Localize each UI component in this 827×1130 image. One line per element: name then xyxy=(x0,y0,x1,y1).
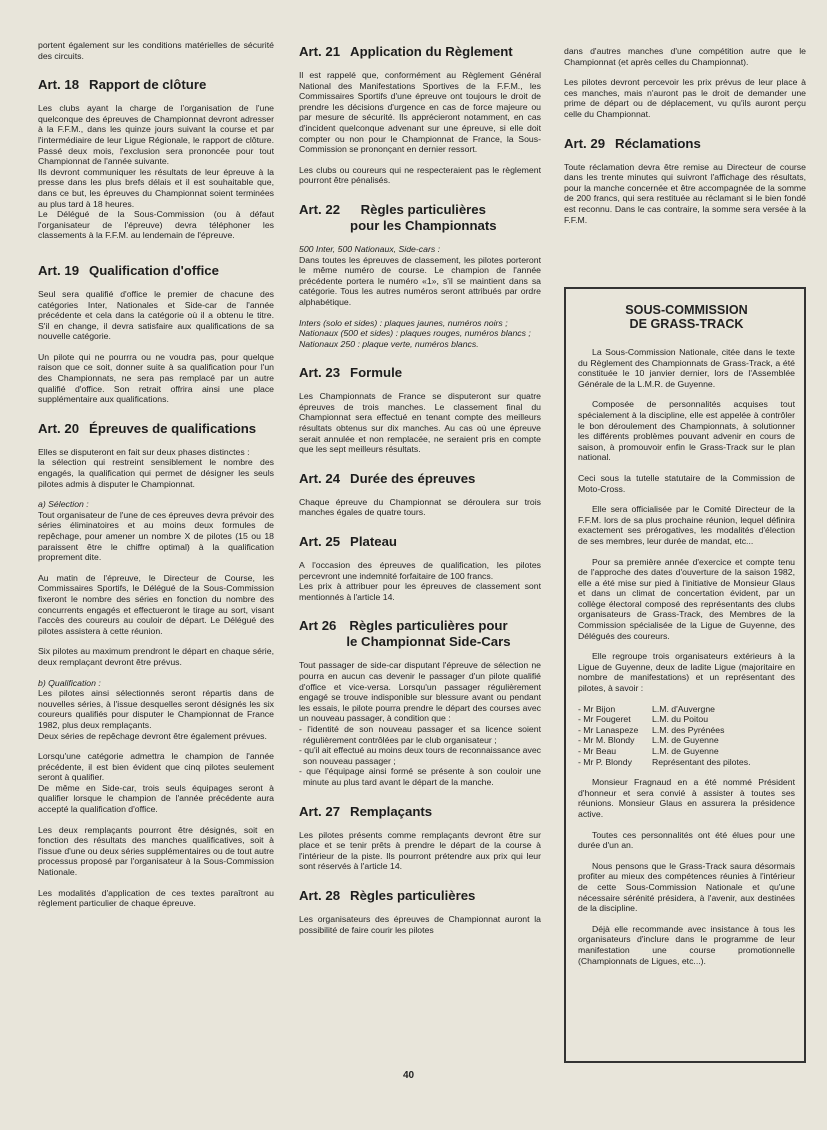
continued-text: dans d'autres manches d'une compétition autre que le Championnat (et après celles du Championnat). xyxy=(564,46,806,67)
member-role: L.M. de Guyenne xyxy=(652,746,719,756)
art19-paragraph: Un pilote qui ne pourrra ou ne voudra pas, pour quelque raison que ce soit, donner suite à sa qualification pour l'un des Championnats, ne sera pas remplacé par un autre qualifié d'office. Son retrait offrira ainsi une place supplémentaire aux qualifications. xyxy=(38,351,274,405)
art27-number: Art. 27 xyxy=(299,803,341,819)
box-paragraph: Elle sera officialisée par le Comité Directeur de la F.F.M. lors de sa plus prochaine réunion, lequel définira exactement ses prérogatives, les modalités d'élection de ses membres, leur durée de mandat, etc... xyxy=(578,504,795,546)
member-name: - Mr M. Blondy xyxy=(578,735,635,746)
member-name: - Mr Bijon xyxy=(578,703,616,714)
box-title-line1: SOUS-COMMISSION xyxy=(625,303,748,317)
art24-title: Durée des épreuves xyxy=(350,470,476,486)
art20-paragraph: De même en Side-car, trois seuls équipages seront à qualifier lorsque le champion de l'année précédente aura accepté la qualification d'office. xyxy=(38,782,274,815)
member-name: - Mr Beau xyxy=(578,746,617,756)
art20-qualification-text: Les pilotes ainsi sélectionnés seront répartis dans de nouvelles séries, à l'issue desquelles seront désignés les six coureurs qualifiés pour disputer le Championnat de France 1982, plus deux remplaçants. xyxy=(38,688,274,730)
art23-title: Formule xyxy=(350,365,403,381)
member-role: L.M. de Guyenne xyxy=(652,735,719,746)
member-list xyxy=(578,704,795,768)
art20-paragraph: Elles se disputeront en fait sur deux phases distinctes : xyxy=(38,446,250,457)
art20-paragraph: Deux séries de repêchage devront être également prévues. xyxy=(38,730,267,741)
art20-number: Art. 20 xyxy=(38,420,80,436)
box-title-line2: DE GRASS-TRACK xyxy=(629,317,744,331)
art25-number: Art. 25 xyxy=(299,534,341,550)
art27-heading xyxy=(299,804,541,820)
art26-condition: - que l'équipage ainsi formé se présente à son couloir une minute au plus tard avant le départ de la manche. xyxy=(299,766,541,787)
col3-paragraph: Les pilotes devront percevoir les prix prévus de leur place à ces manches, mais n'auront pas le droit de demander une prime de départ ou de déplacement, vu qu'ils auront perçu celle du Championnat. xyxy=(564,77,806,119)
art26-title-line1: Règles particulières pour xyxy=(349,618,508,634)
art18-number: Art. 18 xyxy=(38,77,80,93)
art22-plates: Nationaux 250 : plaque verte, numéros blancs. xyxy=(299,338,479,349)
art21-title: Application du Règlement xyxy=(350,44,513,59)
box-paragraph: Déjà elle recommande avec insistance à tous les organisateurs d'inclure dans le programme de leur manifestation une course promotionnelle (Championnats de Ligues, etc...). xyxy=(578,923,795,966)
member-role: L.M. du Poitou xyxy=(652,714,709,725)
box-paragraph: Ceci sous la tutelle statutaire de la Commission de Moto-Cross. xyxy=(578,472,795,494)
art18-title: Rapport de clôture xyxy=(89,77,207,93)
box-paragraph: Nous pensons que le Grass-Track saura désormais profiter au mieux des compétences réunies à l'intérieur de cette Sous-Commission Nationale et qu'une nécessaire sérénité présidera, à l'avenir, aux destinées de la discipline. xyxy=(578,860,795,914)
box-paragraph: Toutes ces personnalités ont été élues pour une durée d'un an. xyxy=(578,829,795,851)
column-1 xyxy=(38,40,274,919)
art20-heading xyxy=(38,421,274,437)
art20-selection-text: Tout organisateur de l'une de ces épreuves devra prévoir des séries éliminatoires et au moins deux formules de repêchage, pour amener un nombre X de pilotes (15 ou 18 paraissent être le chiffre optimal) à la qualification proprement dite. xyxy=(38,509,274,563)
art19-paragraph: Seul sera qualifié d'office le premier de chacune des catégories Inter, Nationales et Side-car de l'année précédente et cela dans la catégorie où il a obtenu le titre. S'il en change, il devra satisfaire aux qualifications de sa nouvelle catégorie. xyxy=(38,288,274,342)
art18-paragraph: Ils devront communiquer les résultats de leur épreuve à la presse dans les plus brefs délais et il est souhaitable que, dans ce but, les épreuves du Championnat soient terminées au plus tard à 18 heures. xyxy=(38,166,274,209)
art20-title: Épreuves de qualifications xyxy=(89,420,257,436)
art24-paragraph: Chaque épreuve du Championnat se déroulera sur trois manches égales de quatre tours. xyxy=(299,496,541,518)
art22-plates: Inters (solo et sides) : plaques jaunes, numéros noirs ; xyxy=(299,317,508,328)
art28-heading xyxy=(299,888,541,904)
art27-title: Remplaçants xyxy=(350,803,433,819)
art22-number: Art. 22 xyxy=(299,201,341,217)
art21-number: Art. 21 xyxy=(299,44,341,59)
art26-number: Art 26 xyxy=(299,618,337,634)
art21-paragraph: Les clubs ou coureurs qui ne respecteraient pas le règlement pourront être pénalisés. xyxy=(299,164,541,186)
box-title xyxy=(578,303,795,331)
member-name: - Mr Fougeret xyxy=(578,714,631,725)
art29-heading xyxy=(564,136,806,152)
art20-paragraph: Les modalités d'application de ces textes paraîtront au règlement particulier de chaque épreuve. xyxy=(38,887,274,909)
art20-selection-label: a) Sélection : xyxy=(38,499,89,510)
art20-paragraph: Les deux remplaçants pourront être désignés, soit en fonction des résultats des manches qualificatives, soit à l'issue d'une ou deux séries supplémentaires ou de tout autre processus proposé par l'organisateur à la Sous-Commission Nationale. xyxy=(38,824,274,878)
art25-paragraph: Les prix à attribuer pour les épreuves de classement sont mentionnés à l'article 14. xyxy=(299,581,541,602)
art26-title-line2: le Championnat Side-Cars xyxy=(346,634,511,650)
art22-title-line2: pour les Championnats xyxy=(350,217,497,233)
member-role: Représentant des pilotes. xyxy=(652,756,751,767)
art18-heading xyxy=(38,77,274,93)
art26-heading xyxy=(299,618,541,650)
art18-paragraph: Le Délégué de la Sous-Commission (ou à défaut l'organisateur de l'épreuve) devra téléphoner les classements à la F.F.M. au lendemain de l'épreuve. xyxy=(38,209,274,241)
art25-heading xyxy=(299,534,541,550)
art21-paragraph: Il est rappelé que, conformément au Règlement Général National des Manifestations Sportives de la F.F.M., les Commissaires Sportifs d'une épreuve ont toujours le droit de prendre les décisions d'urgence en cas de force majeure ou par mesure de sécurité. Ils apprécieront notamment, en cas d'incident quelconque advenant sur une épreuve, si elle doit compter ou non pour le Championnat de France, la Sous-Commission se prononçant en dernier ressort. xyxy=(299,70,541,155)
art26-condition: - qu'il ait effectué au moins deux tours de reconnaissance avec son nouveau passager ; xyxy=(299,745,541,766)
art20-paragraph: la sélection qui restreint sensiblement le nombre des engagés, la qualification qui permet de désigner les seuls pilotes admis à disputer le Championnat. xyxy=(38,457,274,489)
art21-heading xyxy=(299,44,541,60)
art29-paragraph: Toute réclamation devra être remise au Directeur de course dans les trente minutes qui suivront l'affichage des résultats, pour la manche concernée et être accompagnée de la somme de 200 francs, qui sera restituée au réclamant si le bien fondé est reconnu. Dans le cas contraire, la somme sera versée à la F.F.M. xyxy=(564,161,806,225)
art29-number: Art. 29 xyxy=(564,135,606,151)
column-2 xyxy=(299,36,541,945)
box-paragraph: Pour sa première année d'exercice et compte tenu de l'approche des dates d'ouverture de la saison 1982, elle a été mise sur pied à l'initiative de Monsieur Glaus et dans un climat de concertation évident, par un collège électoral composé des représentants des clubs organisateurs de Grass-Track, des Membres de la Commission spécialisée de la Ligue de Guyenne, des Délégués des coureurs. xyxy=(578,556,795,641)
art19-title: Qualification d'office xyxy=(89,262,219,278)
column-3 xyxy=(564,46,806,235)
art19-heading xyxy=(38,263,274,279)
art20-paragraph: Six pilotes au maximum prendront le départ en chaque série, deux remplaçant devront être prévus. xyxy=(38,646,274,667)
art29-title: Réclamations xyxy=(615,135,701,151)
art24-number: Art. 24 xyxy=(299,470,341,486)
art20-paragraph: Lorsqu'une catégorie admettra le champion de l'année précédente, il est bien évident que cinq pilotes seulement seront à qualifier. xyxy=(38,751,274,783)
box-paragraph: La Sous-Commission Nationale, citée dans le texte du Règlement des Championnats de Grass-Track, a été constituée le 10 janvier dernier, lors de l'Assemblée Générale de la L.M.R. de Guyenne. xyxy=(578,347,795,389)
member-name: - Mr P. Blondy xyxy=(578,756,632,767)
art28-title: Règles particulières xyxy=(350,887,476,903)
art19-number: Art. 19 xyxy=(38,262,80,278)
intro-text: portent également sur les conditions matérielles de sécurité des circuits. xyxy=(38,40,274,61)
page-number: 40 xyxy=(403,1070,415,1081)
box-paragraph: Composée de personnalités acquises tout spécialement à la discipline, elle est appelée à contrôler le bon déroulement des Championnats, à solutionner les différents problèmes pouvant advenir en cours de saison, à promouvoir enfin le Grass-Track sur le plan national. xyxy=(578,399,795,463)
art18-paragraph: Les clubs ayant la charge de l'organisation de l'une quelconque des épreuves de Championnat devront adresser à la F.F.M., dans les quinze jours suivant la course et par l'intermédiaire de leur Ligue Régionale, le rapport de clôture. Passé deux mois, l'exclusion sera prononcée pour tout Championnat de l'année suivante. xyxy=(38,103,274,167)
art22-paragraph: Dans toutes les épreuves de classement, les pilotes porteront le même numéro de course. Le champion de l'année précédente portera le numéro «1», s'il se maintient dans sa catégorie. Tous les autres numéros seront attribués par ordre alphabétique. xyxy=(299,254,541,307)
box-paragraph: Elle regroupe trois organisateurs extérieurs à la Ligue de Guyenne, deux de ladite Ligue (majoritaire en nombre de manifestations) et un représentant des pilotes, à savoir : xyxy=(578,651,795,694)
art20-paragraph: Au matin de l'épreuve, le Directeur de Course, les Commissaires Sportifs, le Délégué de la Sous-Commission fixeront le nombre des séries en fonction du nombre des concurrents engagés et effectueront le tirage au sort, visant l'accès des coureurs au couloir de départ. Le Délégué des pilotes assistera à cette réunion. xyxy=(38,572,274,636)
art25-title: Plateau xyxy=(350,534,397,550)
art23-number: Art. 23 xyxy=(299,365,341,381)
art26-paragraph: Tout passager de side-car disputant l'épreuve de sélection ne pourra en aucun cas devenir le passager d'un pilote qualifié d'office et vice-versa. Lorsqu'un passager régulièrement engagé se trouve indisponible sur blessure avant ou pendant les essais, le pilote pourra prendre le départ des courses avec un nouveau passager, à condition que : xyxy=(299,660,541,724)
art22-title-line1: Règles particulières xyxy=(360,201,486,217)
art20-qualification-label: b) Qualification : xyxy=(38,677,101,688)
art22-plates: Nationaux (500 et sides) : plaques rouges, numéros blancs ; xyxy=(299,328,531,339)
art28-number: Art. 28 xyxy=(299,887,341,903)
art22-heading xyxy=(299,202,541,234)
sous-commission-box xyxy=(564,287,806,1063)
art24-heading xyxy=(299,471,541,487)
box-paragraph: Monsieur Fragnaud en a été nommé Président d'honneur et sera convié à assister à toutes ses réunions. Monsieur Glaus en assurera la présidence active. xyxy=(578,777,795,819)
member-role: L.M. des Pyrénées xyxy=(652,724,725,735)
art22-lead: 500 Inter, 500 Nationaux, Side-cars : xyxy=(299,243,441,254)
art23-heading xyxy=(299,365,541,381)
art23-paragraph: Les Championnats de France se disputeront sur quatre épreuves de trois manches. Le classement final du Championnat sera effectué en tenant compte des meilleurs résultats obtenus sur dix manches. Au cas où une épreuve serait annulée et non remplacée, ne seraient pris en compte que les sept meilleurs résultats. xyxy=(299,391,541,455)
art27-paragraph: Les pilotes présents comme remplaçants devront être sur place et se tenir prêts à prendre le départ de la course à l'intérieur de la piste. Ils pourront prétendre aux prix qui leur sont réservés à l'article 14. xyxy=(299,829,541,872)
member-name: - Mr Lanaspeze xyxy=(578,724,639,735)
art26-condition: - l'identité de son nouveau passager et sa licence soient régulièrement contrôlées par le club organisateur ; xyxy=(299,723,541,745)
member-role: L.M. d'Auvergne xyxy=(652,703,715,714)
art25-paragraph: A l'occasion des épreuves de qualification, les pilotes percevront une indemnité forfaitaire de 100 francs. xyxy=(299,560,541,581)
art28-paragraph: Les organisateurs des épreuves de Championnat auront la possibilité de faire courir les pilotes xyxy=(299,913,541,935)
